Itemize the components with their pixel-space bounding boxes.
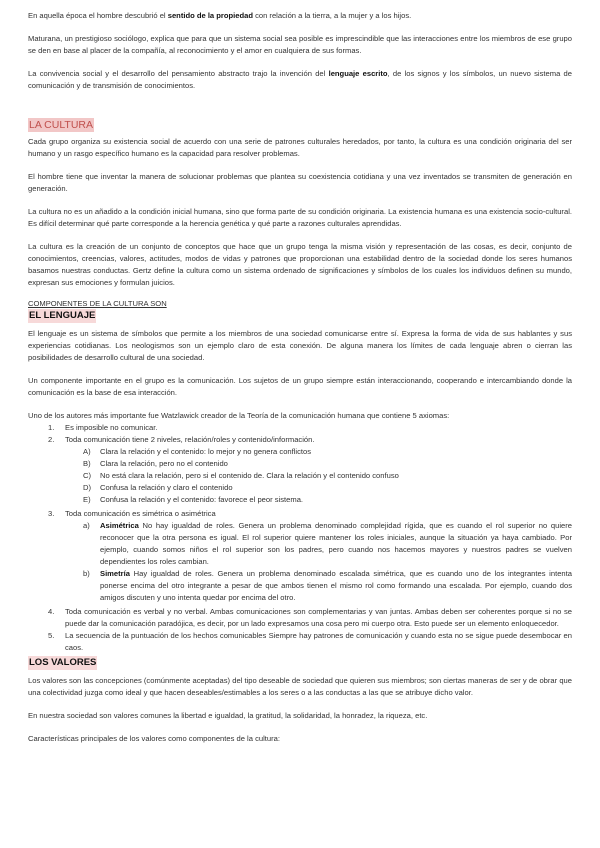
list-number: 2. bbox=[48, 435, 55, 444]
list-item bbox=[28, 482, 572, 494]
section-heading-cultura: LA CULTURA bbox=[29, 119, 93, 131]
list-item bbox=[28, 458, 572, 470]
text-span: En aquella época el hombre descubrió el bbox=[28, 11, 168, 20]
text-span: con relación a la tierra, a la mujer y a los hijos. bbox=[252, 11, 412, 20]
intro-paragraph-3 bbox=[28, 68, 572, 92]
list-number: 4. bbox=[48, 607, 55, 616]
list-text: Confusa la relación y claro el contenido bbox=[100, 483, 233, 492]
componentes-label: COMPONENTES DE LA CULTURA SON bbox=[28, 299, 167, 308]
list-number: b) bbox=[83, 569, 90, 578]
bold-term: lenguaje escrito bbox=[328, 69, 388, 78]
list-number: A) bbox=[83, 447, 91, 456]
lenguaje-paragraph-1: El lenguaje es un sistema de símbolos que permite a los miembros de una sociedad comunicarse entre sí. Expresa la forma de vida de sus hablantes y sus experiencias cotidianas. Los neologismos son un ejemplo claro de esta conexión. De alguna manera los límites de cada lenguaje abren o cierran las posibilidades de desarrollo cultural de una sociedad. bbox=[28, 329, 572, 362]
sub-list bbox=[28, 446, 572, 506]
list-text: No hay igualdad de roles. Genera un problema denominado complejidad rígida, que es cuando el rol superior no quiere reconocer que la otra persona es igual. El rol superior quiere mantener los roles iniciales, aunque la situación ya haya cambiado. Por ejemplo, cuando somos niños el rol superior son los padres, pero cuando nos hacemos mayores y nuestros padres se vuelven dependientes los roles cambian. bbox=[100, 521, 572, 566]
text-span: La convivencia social y el desarrollo del pensamiento abstracto trajo la invención del bbox=[28, 69, 329, 78]
valores-paragraph-2: En nuestra sociedad son valores comunes la libertad e igualdad, la gratitud, la solidaridad, la honradez, la riqueza, etc. bbox=[28, 711, 428, 720]
section-heading-lenguaje: EL LENGUAJE bbox=[29, 310, 96, 321]
intro-paragraph-1 bbox=[28, 10, 572, 22]
list-number: E) bbox=[83, 495, 91, 504]
list-item bbox=[28, 434, 572, 506]
list-number: a) bbox=[83, 521, 90, 530]
list-text: Toda comunicación tiene 2 niveles, relación/roles y contenido/información. bbox=[65, 435, 315, 444]
cultura-paragraph-2: El hombre tiene que inventar la manera de solucionar problemas que plantea su coexistencia cotidiana y una vez inventados se transmiten de generación en generación. bbox=[28, 172, 572, 193]
list-number: 5. bbox=[48, 631, 55, 640]
cultura-paragraph-4: La cultura es la creación de un conjunto de conceptos que hace que un grupo tenga la misma visión y representación de las cosas, es decir, conjunto de conocimientos, creencias, valores, actitudes, modos de vidas y patrones que proporcionan una estabilidad dentro de la sociedad donde los seres humanos basamos nuestras conductas. Gertz define la cultura como un sistema ordenado de significaciones y símbolos de los cuales los individuos definen su mundo, expresan sus emociones y formulan juicios. bbox=[28, 242, 572, 287]
list-text: No está clara la relación, pero si el contenido de. Clara la relación y el contenido confuso bbox=[100, 471, 399, 480]
list-item bbox=[28, 422, 572, 434]
lenguaje-paragraph-2: Un componente importante en el grupo es la comunicación. Los sujetos de un grupo siempre están interaccionando, cooperando e intercambiando donde la comunicación es la base de esa interacción. bbox=[28, 376, 572, 397]
section-heading-valores: LOS VALORES bbox=[29, 657, 97, 668]
axioms-list bbox=[28, 422, 572, 654]
bold-term: Simetría bbox=[100, 569, 130, 578]
list-item bbox=[28, 508, 572, 604]
list-text: Hay igualdad de roles. Genera un problema denominado escalada simétrica, que es cuando uno de los integrantes intenta ponerse encima del otro integrante a pesar de que ambos tienen el mismo rol como formando una escalada. Por ejemplo, cuando dos amigos discuten y uno intenta quedar por encima del otro. bbox=[100, 569, 572, 602]
cultura-paragraph-3: La cultura no es un añadido a la condición inicial humana, sino que forma parte de su condición originaria. La existencia humana es una existencia socio-cultural. Es difícil determinar qué parte corresponde a la herencia genética y qué parte a razones culturales aprendidas. bbox=[28, 207, 572, 228]
list-item bbox=[28, 630, 572, 654]
list-text: Confusa la relación y el contenido: favorece el peor sistema. bbox=[100, 495, 304, 504]
list-text: Toda comunicación es simétrica o asimétrica bbox=[65, 509, 216, 518]
list-item bbox=[28, 606, 572, 630]
cultura-paragraph-1: Cada grupo organiza su existencia social de acuerdo con una serie de patrones culturales heredados, por tanto, la cultura es una condición originaria del ser humano y un rasgo específico humano es la capacidad para resolver problemas. bbox=[28, 137, 572, 158]
sub-list bbox=[28, 520, 572, 604]
list-text: Es imposible no comunicar. bbox=[65, 423, 158, 432]
list-number: B) bbox=[83, 459, 91, 468]
bold-term: Asimétrica bbox=[100, 521, 139, 530]
list-item bbox=[28, 520, 572, 568]
lenguaje-paragraph-3: Uno de los autores más importante fue Watzlawick creador de la Teoría de la comunicación humana que contiene 5 axiomas: bbox=[28, 411, 450, 420]
list-text: La secuencia de la puntuación de los hechos comunicables Siempre hay patrones de comunicación y cuando esta no se sigue puede desembocar en caos. bbox=[65, 631, 572, 652]
list-item bbox=[28, 470, 572, 482]
bold-term: sentido de la propiedad bbox=[167, 11, 253, 20]
text-span: , de los signos y los símbolos, un nuevo sistema de comunicación y de transmisión de conocimientos. bbox=[28, 69, 572, 90]
list-item bbox=[28, 494, 572, 506]
valores-paragraph-3: Características principales de los valores como componentes de la cultura: bbox=[28, 734, 280, 743]
list-text: Clara la relación y el contenido: lo mejor y no genera conflictos bbox=[100, 447, 312, 456]
valores-paragraph-1: Los valores son las concepciones (comúnmente aceptadas) del tipo deseable de sociedad que quieren sus miembros; son ciertas maneras de ser y de obrar que una colectividad juzga como ideal y que hacen deseables/estimables a los seres o a las conductas a las que se atribuye dicho valor. bbox=[28, 676, 572, 697]
list-number: 3. bbox=[48, 509, 55, 518]
list-item bbox=[28, 446, 572, 458]
list-number: D) bbox=[83, 483, 92, 492]
list-text: Toda comunicación es verbal y no verbal. Ambas comunicaciones son complementarias y van juntas. Ambas deben ser coherentes porque si no se puede dar la comunicación paradójica, es decir, por un lado expresamos una cosa pero mi cuerpo otra. Esto puede ser un elemento enloquecedor. bbox=[65, 607, 572, 628]
list-item bbox=[28, 568, 572, 604]
list-number: 1. bbox=[48, 423, 55, 432]
list-number: C) bbox=[83, 471, 92, 480]
list-text: Clara la relación, pero no el contenido bbox=[100, 459, 228, 468]
intro-paragraph-2: Maturana, un prestigioso sociólogo, explica que para que un sistema social sea posible es imprescindible que las interacciones entre los miembros de ese grupo se den en base al placer de la compañía, al reconocimiento y el amor en cualquiera de sus formas. bbox=[28, 34, 572, 55]
